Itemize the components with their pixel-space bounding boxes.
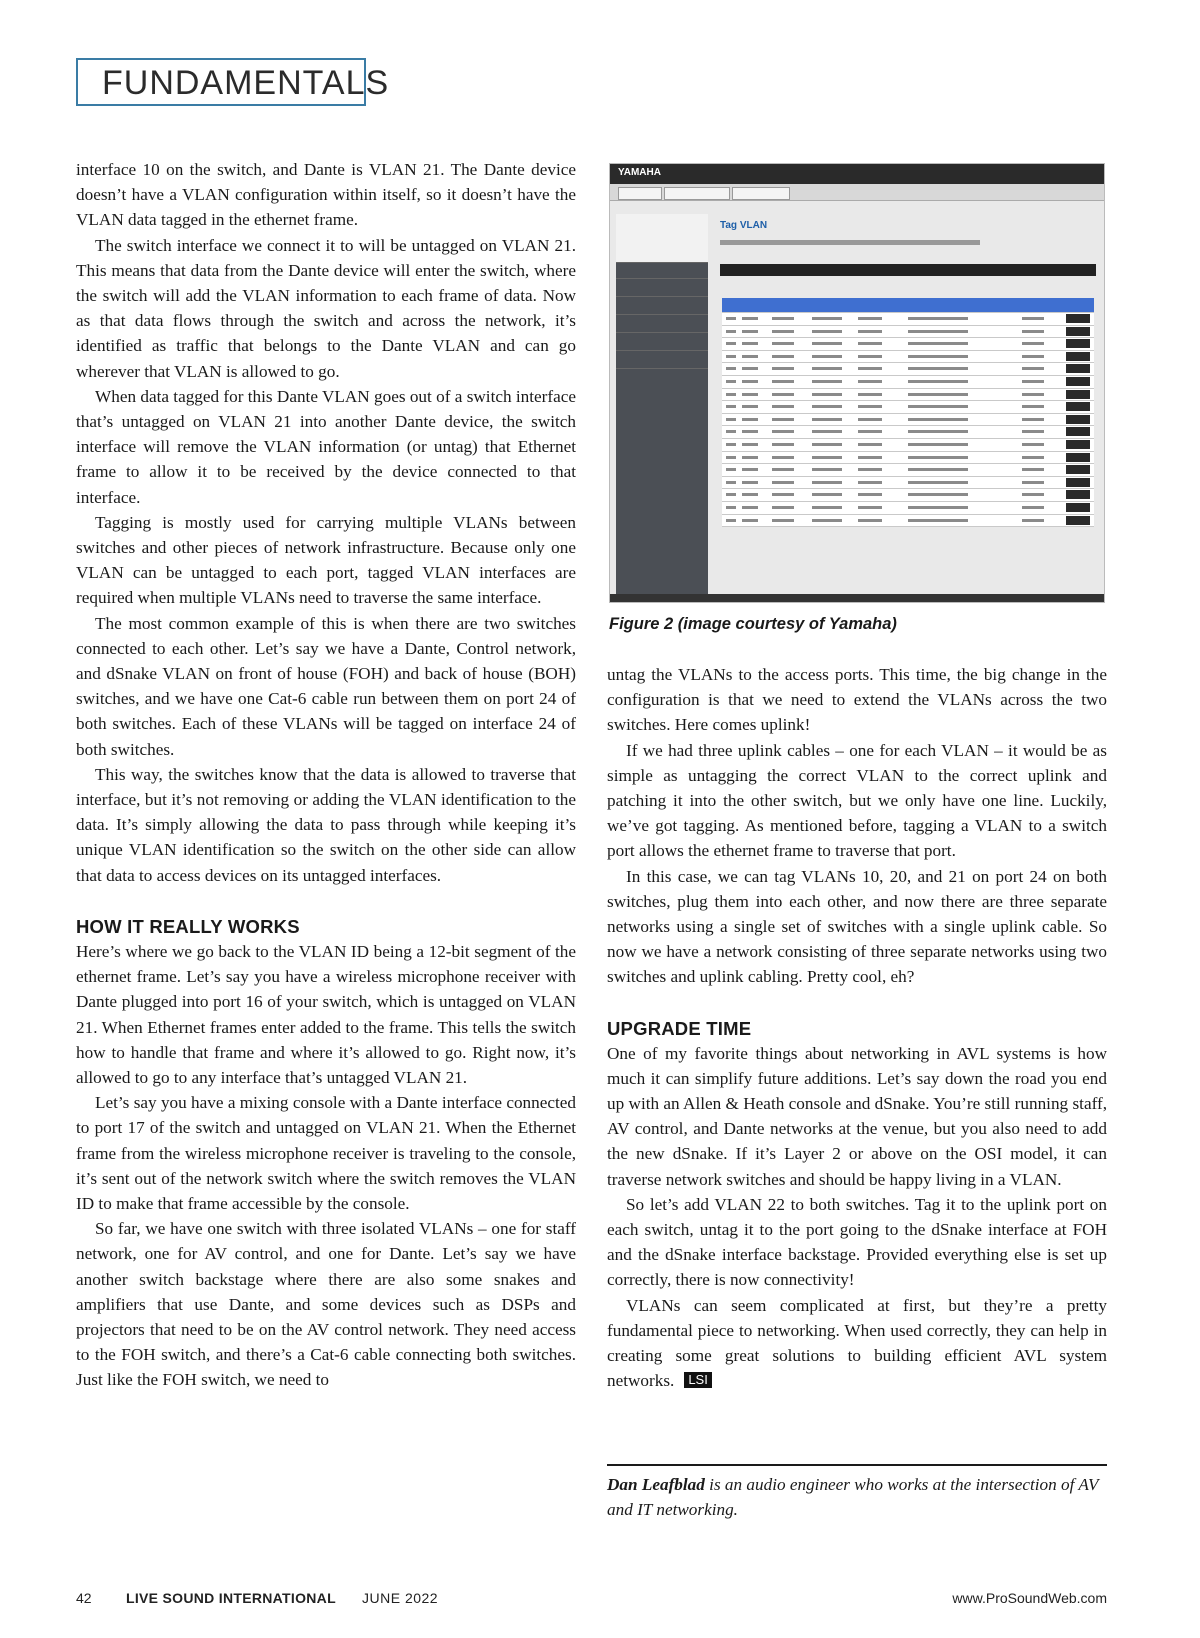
figure-table-row: [722, 515, 1094, 528]
figure-table-row: [722, 351, 1094, 364]
closing-text: VLANs can seem complicated at first, but they’re a pretty fundamental piece to networking. When used correctly, they can help in creating some great solutions to building efficient AVL system networks.: [607, 1295, 1107, 1391]
figure-table-row: [722, 401, 1094, 414]
paragraph: untag the VLANs to the access ports. This time, the big change in the configuration is that we need to extend the VLANs across the two switches. Here comes uplink!: [607, 665, 1107, 735]
paragraph: Here’s where we go back to the VLAN ID being a 12-bit segment of the ethernet frame. Let’s say you have a wireless microphone receiver with Dante plugged into port 16 of your switch, which is untagged on VLAN 21. When Ethernet frames enter added to the frame. This tells the switch how to handle that frame and where it’s allowed to go. Right now, it’s allowed to go to any interface that’s untagged VLAN 21.: [76, 941, 576, 1087]
section-tag: FUNDAMENTALS: [76, 58, 366, 106]
section-heading: HOW IT REALLY WORKS: [76, 915, 300, 937]
paragraph: So far, we have one switch with three isolated VLANs – one for staff network, one for AV control, and one for Dante. Let’s say we have another switch backstage where there are also some snakes and amplifiers that use Dante, and some devices such as DSPs and projectors that need to be on the AV control network. They need access to the FOH switch, and there’s a Cat-6 cable connecting both switches. Just like the FOH switch, we need to: [76, 1219, 576, 1390]
paragraph: So let’s add VLAN 22 to both switches. Tag it to the uplink port on each switch, untag it to the port going to the dSnake interface at FOH and the dSnake interface backstage. Provided everything else is set up correctly, there is now connectivity!: [607, 1194, 1107, 1290]
paragraph: When data tagged for this Dante VLAN goes out of a switch interface that’s untagged on VLAN 21 into another Dante device, the switch interface will remove the VLAN information (or untag) that Ethernet frame to allow it to be received by the device connected to that interface.: [76, 386, 576, 507]
left-column: [76, 157, 576, 1393]
paragraph: This way, the switches know that the data is allowed to traverse that interface, but it’s not removing or adding the VLAN identification to the data. It’s simply allowing the data to pass through while keeping it’s unique VLAN identification so the switch on the other side can allow that data to access devices on its untagged interfaces.: [76, 764, 576, 885]
figure-table-row: [722, 414, 1094, 427]
figure-table-header: [722, 298, 1094, 313]
paragraph: One of my favorite things about networking in AVL systems is how much it can simplify future additions. Let’s say down the road you end up with an Allen & Heath console and dSnake. You’re still running staff, AV control, and Dante networks at the venue, but you also need to add the new dSnake. If it’s Layer 2 or above on the OSI model, it can traverse network switches and should be happy living in a VLAN.: [607, 1043, 1107, 1189]
figure-table-row: [722, 439, 1094, 452]
figure-table-row: [722, 477, 1094, 490]
paragraph: interface 10 on the switch, and Dante is VLAN 21. The Dante device doesn’t have a VLAN configuration within itself, so it doesn’t have the VLAN data tagged in the ethernet frame.: [76, 160, 576, 230]
publication-name: LIVE SOUND INTERNATIONAL: [126, 1590, 336, 1606]
right-column: [607, 662, 1107, 1393]
author-bio: [607, 1472, 1107, 1522]
paragraph: The most common example of this is when there are two switches connected to each other. Let’s say we have a Dante, Control network, and dSnake VLAN on front of house (FOH) and back of house (BOH) switches, and we have one Cat-6 cable run between them on port 24 of both switches. Each of these VLANs will be tagged on interface 24 of both switches.: [76, 613, 576, 759]
figure-screenshot: [609, 163, 1105, 603]
paragraph: Tagging is mostly used for carrying multiple VLANs between switches and other pieces of network infrastructure. Because only one VLAN can be untagged to each port, tagged VLAN interfaces are required when multiple VLANs need to traverse the same interface.: [76, 512, 576, 608]
figure-table-row: [722, 389, 1094, 402]
issue-date: JUNE 2022: [362, 1590, 439, 1606]
figure-table-row: [722, 464, 1094, 477]
paragraph: In this case, we can tag VLANs 10, 20, and 21 on port 24 on both switches, plug them into each other, and now there are three separate networks using a single set of switches with a single uplink cable. So now we have a network consisting of three separate networks using two switches and uplink cabling. Pretty cool, eh?: [607, 866, 1107, 987]
figure-table-row: [722, 452, 1094, 465]
paragraph: Let’s say you have a mixing console with a Dante interface connected to port 17 of the switch and untagged on VLAN 21. When the Ethernet frame from the wireless microphone receiver is traveling to the console, it’s sent out of the network switch where the switch removes the VLAN ID to make that frame accessible by the console.: [76, 1093, 576, 1213]
paragraph: If we had three uplink cables – one for each VLAN – it would be as simple as untagging the correct VLAN to the correct uplink and patching it into the other switch, but we only have one line. Luckily, we’ve got tagging. As mentioned before, tagging a VLAN to a switch port allows the ethernet frame to traverse that port.: [607, 740, 1107, 861]
figure-table-row: [722, 489, 1094, 502]
figure-topbar: [610, 164, 1104, 184]
lsi-end-badge: LSI: [684, 1372, 712, 1388]
paragraph: The switch interface we connect it to will be untagged on VLAN 21. This means that data from the Dante device will enter the switch, where the switch will add the VLAN information to each frame of data. Now as that data flows through the switch and across the network, it’s identified as traffic that belongs to the Dante VLAN and can go wherever that VLAN is allowed to go.: [76, 235, 576, 381]
figure-table-row: [722, 502, 1094, 515]
page-number: 42: [76, 1590, 92, 1606]
figure-tabbar: [610, 184, 1104, 201]
figure-table-row: [722, 338, 1094, 351]
bio-divider: [607, 1464, 1107, 1466]
figure-table-row: [722, 376, 1094, 389]
figure-table-row: [722, 426, 1094, 439]
figure-table-row: [722, 363, 1094, 376]
yamaha-logo: YAMAHA: [618, 167, 661, 178]
section-heading: UPGRADE TIME: [607, 1017, 752, 1039]
figure-caption: Figure 2 (image courtesy of Yamaha): [609, 615, 897, 633]
bio-text: is an audio engineer who works at the intersection of AV and IT networking.: [607, 1475, 1099, 1520]
figure-title: Tag VLAN: [720, 220, 768, 231]
author-name: Dan Leafblad: [607, 1475, 705, 1494]
website-link[interactable]: www.ProSoundWeb.com: [952, 1590, 1107, 1606]
figure-sidebar: [616, 214, 708, 594]
paragraph: [607, 1293, 1107, 1394]
figure-table-row: [722, 326, 1094, 339]
figure-table-row: [722, 313, 1094, 326]
figure-table: [722, 298, 1094, 527]
